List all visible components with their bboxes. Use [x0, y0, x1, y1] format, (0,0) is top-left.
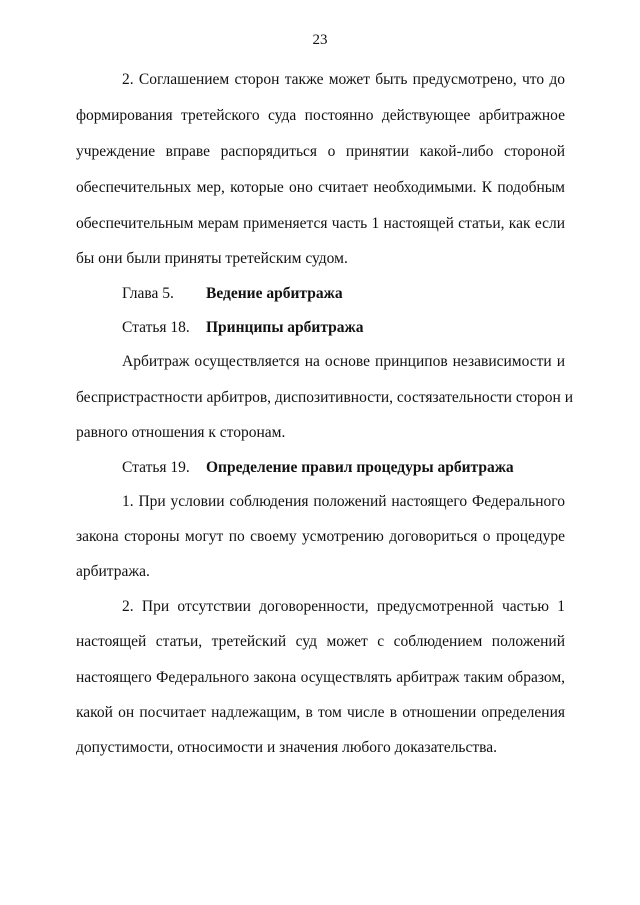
- paragraph-line: 1. При условии соблюдения положений настоящего Федерального: [122, 493, 565, 510]
- article-label: Статья 19.: [122, 459, 190, 476]
- paragraph-line: бы они были приняты третейским судом.: [76, 250, 348, 267]
- paragraph-line: равного отношения к сторонам.: [76, 424, 286, 441]
- paragraph-line: Арбитраж осуществляется на основе принципов независимости и: [122, 353, 565, 370]
- chapter-title: Ведение арбитража: [206, 285, 343, 302]
- page-number: 23: [312, 32, 328, 48]
- paragraph-line: допустимости, относимости и значения любого доказательства.: [76, 739, 498, 756]
- paragraph-line: арбитража.: [76, 563, 150, 580]
- paragraph-line: обеспечительных мер, которые оно считает необходимыми. К подобным: [76, 179, 565, 196]
- paragraph-line: 2. Соглашением сторон также может быть предусмотрено, что до: [122, 71, 565, 88]
- article-title: Принципы арбитража: [206, 319, 364, 336]
- paragraph-line: какой он посчитает надлежащим, в том числе в отношении определения: [76, 704, 565, 721]
- paragraph-line: учреждение вправе распорядиться о принятии какой-либо стороной: [76, 143, 565, 160]
- article-label: Статья 18.: [122, 319, 190, 336]
- paragraph-line: настоящего Федерального закона осуществлять арбитраж таким образом,: [76, 669, 565, 686]
- chapter-heading: [122, 284, 343, 304]
- chapter-label: Глава 5.: [122, 285, 174, 302]
- paragraph-line: беспристрастности арбитров, диспозитивности, состязательности сторон и: [76, 389, 573, 406]
- paragraph-line: 2. При отсутствии договоренности, предусмотренной частью 1: [122, 598, 565, 615]
- article-title: Определение правил процедуры арбитража: [206, 459, 514, 476]
- paragraph-line: формирования третейского суда постоянно действующее арбитражное: [76, 107, 565, 124]
- article-18-heading: [122, 318, 364, 338]
- paragraph-line: настоящей статьи, третейский суд может с соблюдением положений: [76, 633, 565, 650]
- paragraph-line: обеспечительным мерам применяется часть 1 настоящей статьи, как если: [76, 215, 565, 232]
- paragraph-line: закона стороны могут по своему усмотрению договориться о процедуре: [76, 528, 565, 545]
- article-19-heading: [122, 458, 514, 478]
